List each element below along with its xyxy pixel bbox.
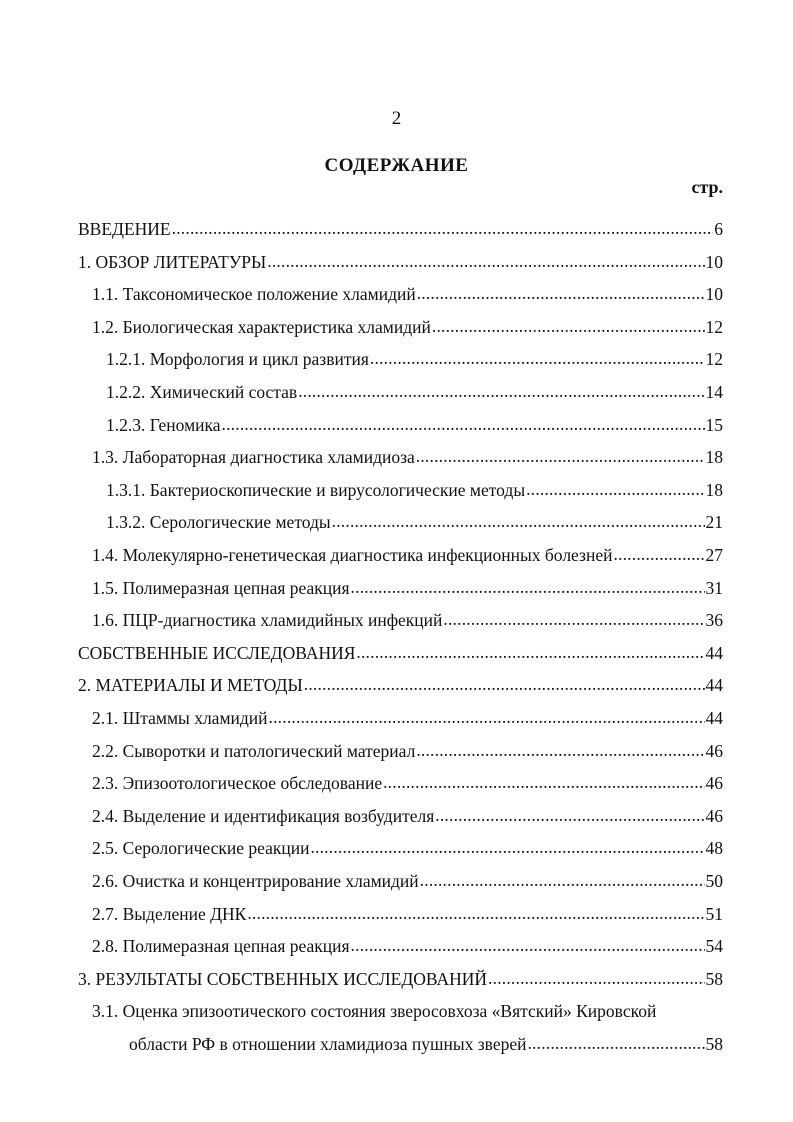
toc-entry [106, 349, 723, 375]
toc-entry-page: 12 [705, 349, 723, 370]
toc-entry-page: 14 [705, 382, 723, 402]
toc-entry [92, 773, 723, 799]
toc-entry-page: 46 [705, 773, 723, 794]
toc-entry-label: 1.4. Молекулярно-генетическая диагностика инфекционных болезней [92, 545, 613, 565]
toc-entry-page: 46 [705, 740, 723, 761]
toc-entry [78, 219, 723, 245]
toc-entry-label: 1.3.1. Бактериоскопические и вирусологические методы [106, 479, 526, 500]
toc-leader [310, 837, 704, 858]
toc-leader [443, 609, 704, 630]
toc-entry [92, 317, 723, 343]
toc-entry-label: 2.5. Серологические реакции [92, 838, 310, 859]
toc-entry [92, 741, 723, 767]
toc-entry [78, 643, 723, 669]
toc-entry-page: 58 [705, 968, 723, 989]
toc-entry-label-line2: области РФ в отношении хламидиоза пушных зверей [129, 1034, 527, 1054]
toc-leader [526, 479, 704, 500]
toc-leader [222, 414, 705, 435]
toc-entry-label: 1.3.2. Серологические методы [106, 512, 331, 533]
toc-leader [420, 870, 705, 891]
toc-entry-page: 36 [705, 610, 723, 631]
toc-leader [172, 218, 714, 239]
toc-entry-label-line1: 3.1. Оценка эпизоотического состояния зверосовхоза «Вятский» Кировской [92, 1001, 657, 1022]
page-column-label: стр. [691, 177, 723, 197]
toc-entry-page: 10 [705, 251, 723, 272]
toc-entry [92, 545, 723, 571]
toc-entry [92, 806, 723, 832]
toc-entry-label: 2.2. Сыворотки и патологический материал [92, 740, 416, 761]
toc-entry [92, 871, 723, 897]
page-number: 2 [391, 108, 402, 129]
toc-entry-label: 1.3. Лабораторная диагностика хламидиоза [92, 447, 415, 468]
toc-entry [78, 969, 723, 995]
toc-entry [106, 415, 723, 441]
toc-entry [92, 284, 723, 310]
toc-entry-page: 46 [705, 805, 723, 826]
toc-entry [106, 512, 723, 538]
toc-entry [92, 708, 723, 734]
toc-entry-label: 1.2. Биологическая характеристика хламидий [92, 316, 431, 337]
toc-entry [92, 447, 723, 473]
toc-leader [432, 316, 705, 337]
toc-entry [92, 838, 723, 864]
toc-entry [78, 675, 723, 701]
toc-entry [78, 252, 723, 278]
toc-entry-label: 1.5. Полимеразная цепная реакция [92, 577, 350, 598]
toc-entry-page: 31 [705, 577, 723, 598]
toc-entry-label: 1.2.1. Морфология и цикл развития [106, 349, 369, 370]
toc-leader [351, 935, 705, 956]
toc-leader [613, 544, 704, 565]
toc-entry-label: 2.6. Очистка и концентрирование хламидий [92, 871, 419, 891]
toc-entry-page: 54 [705, 936, 723, 957]
toc-entry-page: 12 [705, 316, 723, 337]
toc-leader [351, 577, 705, 598]
toc-entry-label: 1.2.2. Химический состав [106, 382, 298, 402]
toc-entry [92, 578, 723, 604]
toc-entry-multiline-cont [129, 1034, 723, 1060]
toc-entry-label: 1. ОБЗОР ЛИТЕРАТУРЫ [78, 251, 267, 272]
toc-entry-page: 48 [705, 838, 723, 859]
toc-leader [267, 251, 704, 272]
toc-leader [383, 772, 704, 793]
toc-entry-label: 1.1. Таксономическое положение хламидий [92, 284, 416, 305]
toc-entry-label: 2.7. Выделение ДНК [92, 903, 247, 924]
toc-entry [92, 610, 723, 636]
toc-entry-label: 1.2.3. Геномика [106, 414, 221, 435]
toc-entry-page: 27 [705, 545, 723, 565]
toc-entry-label: 2.4. Выделение и идентификация возбудителя [92, 805, 435, 826]
toc-entry-label: 2.3. Эпизоотологическое обследование [92, 773, 383, 794]
toc-leader [488, 968, 704, 989]
toc-entry-label: 2. МАТЕРИАЛЫ И МЕТОДЫ [78, 675, 303, 696]
toc-leader [435, 805, 704, 826]
toc-entry-page: 18 [705, 447, 723, 468]
toc-entry-page: 58 [705, 1034, 723, 1054]
toc-leader [269, 707, 705, 728]
toc-leader [416, 740, 704, 761]
toc-leader [304, 674, 705, 695]
toc-leader [247, 903, 704, 924]
toc-entry-page: 50 [705, 871, 723, 891]
toc-leader [370, 348, 705, 369]
toc-entry-page: 15 [705, 414, 723, 435]
toc-leader [356, 642, 704, 663]
toc-leader [527, 1033, 704, 1054]
toc-entry-page: 18 [705, 479, 723, 500]
toc-entry-label: СОБСТВЕННЫЕ ИССЛЕДОВАНИЯ [78, 642, 356, 663]
toc-entry-page: 44 [705, 642, 723, 663]
toc-entry-page: 51 [705, 903, 723, 924]
toc-entry [92, 936, 723, 962]
toc-leader [417, 283, 705, 304]
toc-entry-label: 3. РЕЗУЛЬТАТЫ СОБСТВЕННЫХ ИССЛЕДОВАНИЙ [78, 968, 488, 989]
toc-entry-multiline [92, 1001, 723, 1027]
toc-entry [92, 904, 723, 930]
toc-entry-page: 10 [705, 284, 723, 305]
toc-entry-page: 21 [705, 512, 723, 533]
toc-entry-label: 1.6. ПЦР-диагностика хламидийных инфекций [92, 610, 443, 631]
toc-entry-label: ВВЕДЕНИЕ [78, 219, 171, 239]
page-title: СОДЕРЖАНИЕ [324, 155, 469, 176]
toc-entry-label: 2.8. Полимеразная цепная реакция [92, 936, 350, 957]
toc-entry-page: 44 [705, 675, 723, 696]
toc-leader [332, 511, 705, 532]
toc-entry-label: 2.1. Штаммы хламидий [92, 708, 268, 728]
toc-entry-page: 44 [705, 708, 723, 728]
toc-leader [298, 381, 704, 402]
toc-entry-page: 6 [714, 219, 723, 239]
toc-entry [106, 382, 723, 408]
toc-entry [106, 480, 723, 506]
toc-leader [416, 446, 705, 467]
